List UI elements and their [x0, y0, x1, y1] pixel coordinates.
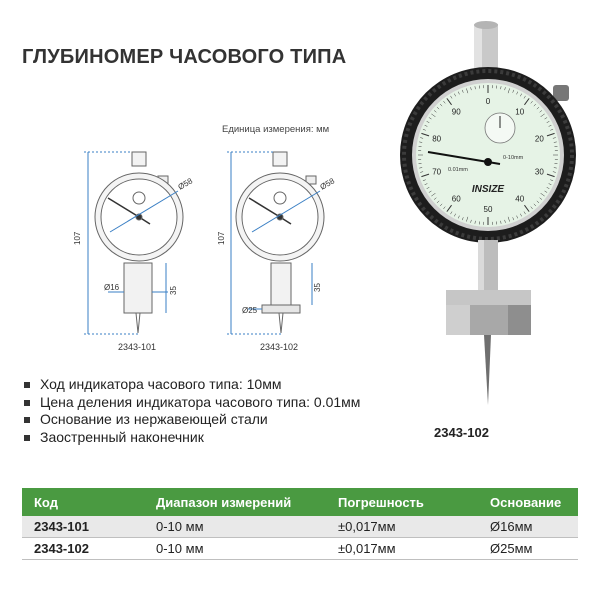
dial-number: 70 — [432, 167, 442, 177]
table-header-row — [22, 488, 578, 516]
feature-item: Цена деления индикатора часового типа: 0.01мм — [22, 394, 360, 412]
product-photo — [400, 21, 576, 405]
dial-dim-101: Ø58 — [176, 176, 195, 192]
brand-logo: INSIZE — [471, 184, 505, 195]
base-dim-102: Ø25 — [242, 306, 258, 315]
cell-base: Ø16мм — [478, 516, 578, 538]
length-dim-101: 35 — [169, 286, 178, 295]
dial-number: 90 — [451, 107, 461, 117]
caption-2343-102: 2343-102 — [260, 342, 299, 352]
dial-number: 20 — [534, 134, 544, 144]
height-dim-101: 107 — [73, 231, 82, 245]
units-note: Единица измерения: мм — [222, 124, 330, 135]
spec-table — [22, 488, 578, 560]
feature-list — [22, 376, 360, 446]
col-header-range: Диапазон измерений — [144, 488, 326, 516]
range-text: 0-10mm — [503, 155, 524, 161]
dial-number: 60 — [451, 194, 461, 204]
cell-accuracy: ±0,017мм — [326, 538, 478, 560]
feature-item: Заостренный наконечник — [22, 429, 360, 447]
length-dim-102: 35 — [313, 283, 322, 292]
dial-number: 40 — [515, 194, 525, 204]
col-header-code: Код — [22, 488, 144, 516]
feature-item: Ход индикатора часового типа: 10мм — [22, 376, 360, 394]
cell-base: Ø25мм — [478, 538, 578, 560]
height-dim-102: 107 — [217, 231, 226, 245]
page-title: ГЛУБИНОМЕР ЧАСОВОГО ТИПА — [22, 46, 347, 68]
col-header-base: Основание — [478, 488, 578, 516]
cell-code: 2343-102 — [22, 538, 144, 560]
table-row — [22, 538, 578, 560]
table-row — [22, 516, 578, 538]
drawing-2343-101 — [84, 152, 183, 334]
col-header-accuracy: Погрешность — [326, 488, 478, 516]
stem-dim-101: Ø16 — [104, 283, 120, 292]
dial-number: 30 — [534, 167, 544, 177]
resolution-text: 0.01mm — [448, 167, 468, 173]
cell-range: 0-10 мм — [144, 516, 326, 538]
product-photo-label: 2343-102 — [434, 425, 489, 440]
dial-number: 50 — [483, 205, 493, 214]
dial-number: 80 — [432, 134, 442, 144]
cell-accuracy: ±0,017мм — [326, 516, 478, 538]
dial-number: 0 — [485, 97, 491, 106]
cell-code: 2343-101 — [22, 516, 144, 538]
feature-item: Основание из нержавеющей стали — [22, 411, 360, 429]
dial-number: 10 — [515, 107, 525, 117]
cell-range: 0-10 мм — [144, 538, 326, 560]
caption-2343-101: 2343-101 — [118, 342, 157, 352]
dial-dim-102: Ø58 — [318, 176, 337, 192]
